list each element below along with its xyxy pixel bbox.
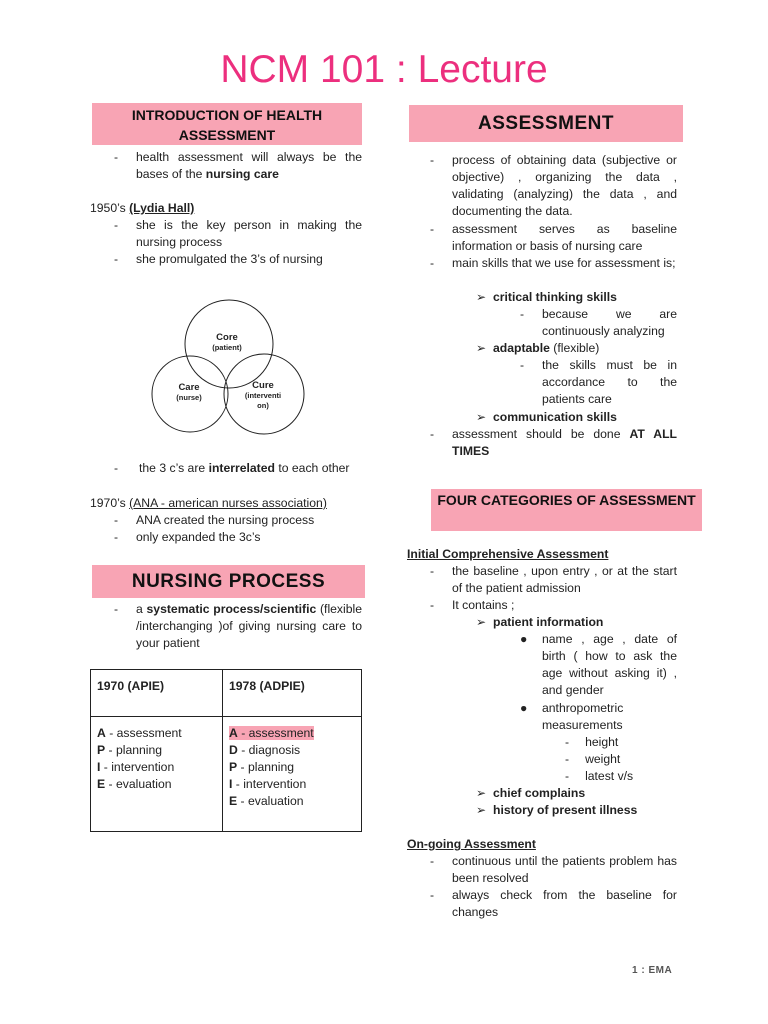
- venn-cure-sub-1: (interventi: [244, 391, 282, 400]
- table-row: P - planning: [97, 743, 163, 757]
- arrow-bullet-icon: ➢: [476, 615, 487, 629]
- skill-communication: ➢ communication skills: [476, 410, 617, 424]
- venn-cure-sub-2: on): [257, 401, 269, 410]
- page-footer: 1 : EMA: [632, 965, 673, 976]
- arrow-bullet-icon: ➢: [476, 290, 487, 304]
- intro-bullet: - health assessment will always be the bases of the nursing care: [114, 150, 362, 181]
- ongoing-bullet-1: - continuous until the patients problem has been resolved: [430, 854, 677, 885]
- three-cs-venn-diagram: [148, 296, 308, 436]
- skill-adaptable-sub: - the skills must be in accordance to the patients care: [520, 358, 677, 406]
- intro-header: INTRODUCTION OF HEALTH ASSESSMENT: [92, 103, 362, 145]
- four-categories-header: FOUR CATEGORIES OF ASSESSMENT: [431, 489, 702, 531]
- nursing-process-bullet: - a systematic process/scientific (flexible /interchanging )of giving nursing care to your patient: [114, 602, 362, 650]
- table-row: E - evaluation: [229, 794, 304, 808]
- arrow-bullet-icon: ➢: [476, 410, 487, 424]
- initial-bullet-1: - the baseline , upon entry , or at the start of the patient admission: [430, 564, 677, 595]
- table-row: I - intervention: [97, 760, 175, 774]
- era-1950-bullet-2: - she promulgated the 3’s of nursing: [114, 252, 323, 266]
- table-row: D - diagnosis: [229, 743, 301, 757]
- skill-critical-thinking: ➢ critical thinking skills: [476, 290, 617, 304]
- era-1970-bullet-1: - ANA created the nursing process: [114, 513, 315, 527]
- era-1970-heading: 1970’s (ANA - american nurses association): [90, 496, 327, 510]
- arrow-bullet-icon: ➢: [476, 803, 487, 817]
- anthro-vitals: - latest v/s: [565, 769, 634, 783]
- page-title: NCM 101 : Lecture: [220, 48, 548, 91]
- table-header-1970: 1970 (APIE): [91, 670, 223, 717]
- skill-adaptable: ➢ adaptable (flexible): [476, 341, 600, 355]
- table-row: A - assessment: [97, 726, 182, 740]
- table-cell-adpie: [223, 717, 362, 832]
- pi-bullet-1: ● name , age , date of birth ( how to ask the age without asking it) , and gender: [520, 632, 677, 697]
- table-row: E - evaluation: [97, 777, 172, 791]
- era-1950-bullet-1: - she is the key person in making the nursing process: [114, 218, 362, 249]
- skill-critical-thinking-sub: - because we are continuously analyzing: [520, 307, 677, 338]
- history-present-illness: ➢ history of present illness: [476, 803, 638, 817]
- patient-information: ➢ patient information: [476, 615, 604, 629]
- anthro-weight: - weight: [565, 752, 621, 766]
- arrow-bullet-icon: ➢: [476, 341, 487, 355]
- venn-cure-label: Cure: [252, 380, 274, 391]
- table-header-1978: 1978 (ADPIE): [223, 670, 362, 717]
- chief-complains: ➢ chief complains: [476, 786, 586, 800]
- table-row: P - planning: [229, 760, 295, 774]
- assessment-bullet-2: - assessment serves as baseline information or basis of nursing care: [430, 222, 677, 253]
- nursing-process-table: [90, 669, 362, 832]
- assessment-bullet-3: - main skills that we use for assessment is;: [430, 256, 676, 270]
- dot-bullet-icon: ●: [520, 701, 528, 715]
- venn-care-label: Care: [178, 382, 200, 393]
- table-row: I - intervention: [229, 777, 307, 791]
- era-1970-bullet-2: - only expanded the 3c’s: [114, 530, 261, 544]
- venn-care-sub: (nurse): [176, 393, 202, 402]
- ongoing-bullet-2: - always check from the baseline for changes: [430, 888, 677, 919]
- initial-assessment-title: Initial Comprehensive Assessment: [407, 547, 609, 561]
- pi-bullet-2: ● anthropometric measurements: [520, 701, 624, 732]
- assessment-bullet-1: - process of obtaining data (subjective or objective) , organizing the data , validating (analyzing) the data , and documenting the data.: [430, 153, 677, 218]
- era-1950-heading: 1950’s (Lydia Hall): [90, 201, 195, 215]
- arrow-bullet-icon: ➢: [476, 786, 487, 800]
- nursing-process-header: NURSING PROCESS: [92, 565, 365, 598]
- assessment-header: ASSESSMENT: [409, 105, 683, 142]
- assessment-bullet-4: - assessment should be done AT ALL TIMES: [430, 427, 677, 458]
- table-cell-apie: [91, 717, 223, 832]
- initial-bullet-2: - It contains ;: [430, 598, 515, 612]
- table-row: A - assessment: [229, 726, 314, 740]
- venn-core-sub: (patient): [212, 343, 242, 352]
- dot-bullet-icon: ●: [520, 632, 528, 646]
- interrelated-bullet: - the 3 c’s are interrelated to each other: [114, 461, 350, 475]
- venn-core-label: Core: [216, 332, 238, 343]
- anthro-height: - height: [565, 735, 619, 749]
- ongoing-assessment-title: On-going Assessment: [407, 837, 536, 851]
